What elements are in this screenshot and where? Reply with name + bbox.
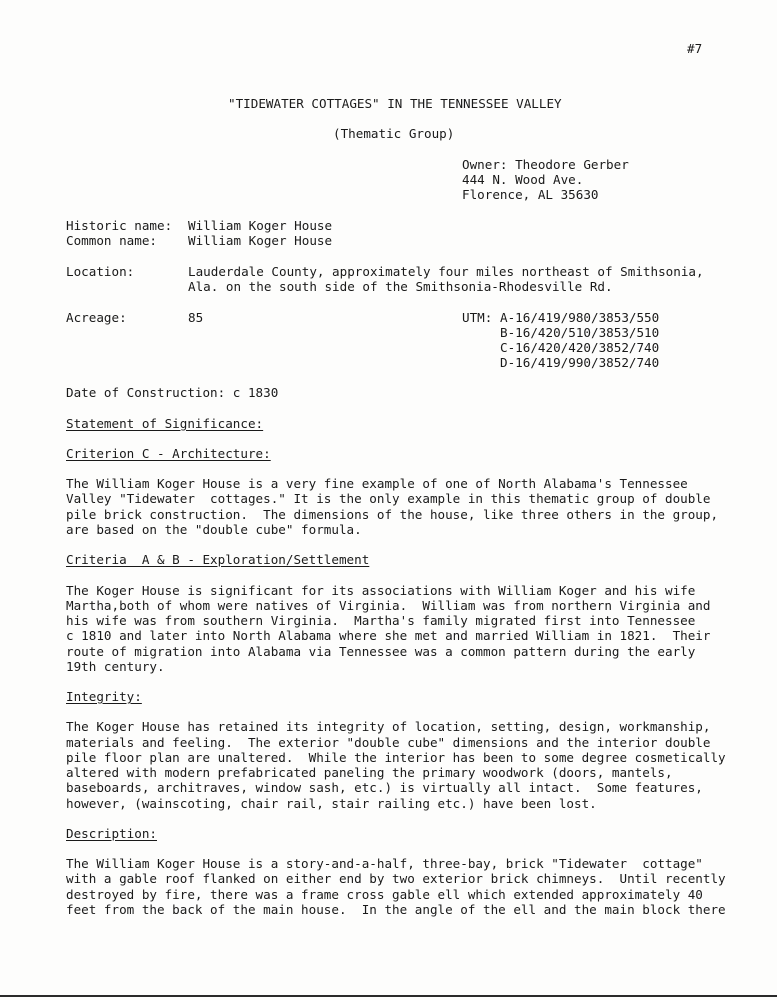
- owner-city: Florence, AL 35630: [462, 187, 599, 202]
- paragraph-line: materials and feeling. The exterior "double cube" dimensions and the interior double: [66, 735, 711, 750]
- common-name-label: Common name:: [66, 233, 157, 248]
- paragraph-line: The William Koger House is a very fine example of one of North Alabama's Tennessee: [66, 476, 688, 491]
- heading-description: Description:: [66, 826, 157, 841]
- paragraph-line: however, (wainscoting, chair rail, stair railing etc.) have been lost.: [66, 796, 597, 811]
- paragraph-line: 19th century.: [66, 659, 165, 674]
- owner-name: Owner: Theodore Gerber: [462, 157, 629, 172]
- paragraph-line: feet from the back of the main house. In the angle of the ell and the main block there: [66, 902, 726, 917]
- acreage-value: 85: [188, 310, 204, 325]
- paragraph-line: Martha,both of whom were natives of Virginia. William was from northern Virginia and: [66, 598, 711, 613]
- paragraph-line: The William Koger House is a story-and-a-half, three-bay, brick "Tidewater cottage": [66, 856, 703, 871]
- location-line-1: Lauderdale County, approximately four miles northeast of Smithsonia,: [188, 264, 704, 279]
- paragraph-line: are based on the "double cube" formula.: [66, 522, 362, 537]
- heading-criterion-c: Criterion C - Architecture:: [66, 446, 271, 461]
- page-number: #7: [687, 41, 703, 56]
- heading-significance: Statement of Significance:: [66, 416, 264, 431]
- paragraph-line: pile floor plan are unaltered. While the interior has been to some degree cosmetically: [66, 750, 726, 765]
- utm-a: A-16/419/980/3853/550: [500, 310, 660, 325]
- location-line-2: Ala. on the south side of the Smithsonia-Rhodesville Rd.: [188, 279, 613, 294]
- paragraph-line: baseboards, architraves, window sash, etc.) is virtually all intact. Some features,: [66, 780, 703, 795]
- paragraph-line: The Koger House is significant for its associations with William Koger and his wife: [66, 583, 696, 598]
- location-label: Location:: [66, 264, 135, 279]
- paragraph-line: pile brick construction. The dimensions of the house, like three others in the group,: [66, 507, 719, 522]
- document-title: "TIDEWATER COTTAGES" IN THE TENNESSEE VALLEY: [228, 96, 562, 111]
- date-of-construction: Date of Construction: c 1830: [66, 385, 279, 400]
- paragraph-line: route of migration into Alabama via Tennessee was a common pattern during the early: [66, 644, 696, 659]
- utm-b: B-16/420/510/3853/510: [500, 325, 660, 340]
- paragraph-line: c 1810 and later into North Alabama where she met and married William in 1821. Their: [66, 628, 711, 643]
- acreage-label: Acreage:: [66, 310, 127, 325]
- owner-street: 444 N. Wood Ave.: [462, 172, 584, 187]
- utm-label: UTM:: [462, 310, 493, 325]
- paragraph-line: destroyed by fire, there was a frame cross gable ell which extended approximately 40: [66, 887, 703, 902]
- utm-d: D-16/419/990/3852/740: [500, 355, 660, 370]
- paragraph-line: with a gable roof flanked on either end by two exterior brick chimneys. Until recently: [66, 871, 726, 886]
- paragraph-line: Valley "Tidewater cottages." It is the only example in this thematic group of double: [66, 491, 711, 506]
- heading-integrity: Integrity:: [66, 689, 142, 704]
- paragraph-line: altered with modern prefabricated paneling the primary woodwork (doors, mantels,: [66, 765, 673, 780]
- heading-criteria-ab: Criteria A & B - Exploration/Settlement: [66, 552, 370, 567]
- common-name-value: William Koger House: [188, 233, 333, 248]
- paragraph-line: his wife was from southern Virginia. Martha's family migrated first into Tennessee: [66, 613, 696, 628]
- historic-name-label: Historic name:: [66, 218, 173, 233]
- utm-c: C-16/420/420/3852/740: [500, 340, 660, 355]
- page-bottom-edge: [0, 995, 777, 997]
- document-subtitle: (Thematic Group): [333, 126, 455, 141]
- historic-name-value: William Koger House: [188, 218, 333, 233]
- paragraph-line: The Koger House has retained its integrity of location, setting, design, workmanship,: [66, 719, 711, 734]
